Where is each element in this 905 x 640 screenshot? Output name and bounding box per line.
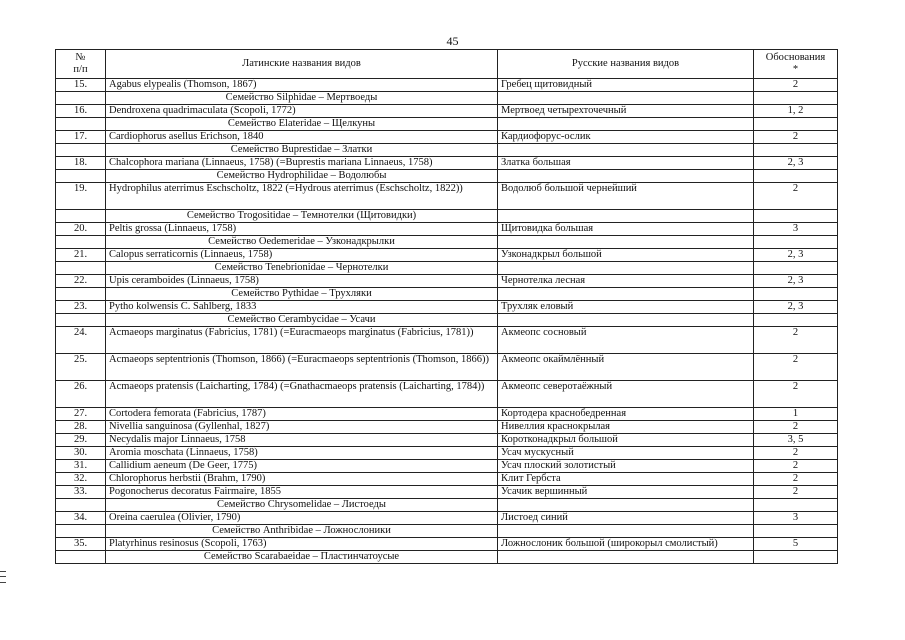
row-number: 17. <box>56 131 106 144</box>
family-basis-cell <box>754 314 838 327</box>
row-number: 20. <box>56 223 106 236</box>
family-row <box>56 288 838 301</box>
row-number: 31. <box>56 460 106 473</box>
table-row <box>56 79 838 92</box>
row-number: 22. <box>56 275 106 288</box>
russian-name: Усач плоский золотистый <box>498 460 754 473</box>
family-russian-cell <box>498 551 754 564</box>
header-latin-text: Латинские названия видов <box>242 58 361 70</box>
row-number: 18. <box>56 157 106 170</box>
row-number: 24. <box>56 327 106 354</box>
family-num-cell <box>56 236 106 249</box>
table-row <box>56 301 838 314</box>
family-russian-cell <box>498 288 754 301</box>
latin-name: Chalcophora mariana (Linnaeus, 1758) (=Buprestis mariana Linnaeus, 1758) <box>106 157 498 170</box>
table-row <box>56 434 838 447</box>
family-label: Семейство Buprestidae – Златки <box>106 144 498 157</box>
table-row <box>56 131 838 144</box>
family-basis-cell <box>754 499 838 512</box>
latin-name: Nivellia sanguinosa (Gyllenhal, 1827) <box>106 421 498 434</box>
basis-value: 2, 3 <box>754 301 838 314</box>
basis-value: 5 <box>754 538 838 551</box>
row-number: 16. <box>56 105 106 118</box>
russian-name: Акмеопс северотаёжный <box>498 381 754 408</box>
russian-name: Узконадкрыл большой <box>498 249 754 262</box>
header-number-text: № п/п <box>73 52 88 75</box>
family-num-cell <box>56 92 106 105</box>
family-basis-cell <box>754 288 838 301</box>
latin-name: Upis ceramboides (Linnaeus, 1758) <box>106 275 498 288</box>
basis-value: 2 <box>754 354 838 381</box>
family-row <box>56 525 838 538</box>
family-num-cell <box>56 118 106 131</box>
latin-name: Cortodera femorata (Fabricius, 1787) <box>106 408 498 421</box>
table-body <box>56 79 838 564</box>
table-row <box>56 408 838 421</box>
family-russian-cell <box>498 210 754 223</box>
latin-name: Dendroxena quadrimaculata (Scopoli, 1772) <box>106 105 498 118</box>
family-row <box>56 170 838 183</box>
table-row <box>56 183 838 210</box>
russian-name: Чернотелка лесная <box>498 275 754 288</box>
family-num-cell <box>56 170 106 183</box>
row-number: 29. <box>56 434 106 447</box>
russian-name: Нивеллия краснокрылая <box>498 421 754 434</box>
family-label: Семейство Hydrophilidae – Водолюбы <box>106 170 498 183</box>
latin-name: Agabus elypealis (Thomson, 1867) <box>106 79 498 92</box>
table-row <box>56 327 838 354</box>
row-number: 25. <box>56 354 106 381</box>
row-number: 35. <box>56 538 106 551</box>
latin-name: Hydrophilus aterrimus Eschscholtz, 1822 (=Hydrous aterrimus (Eschscholtz, 1822)) <box>106 183 498 210</box>
basis-value: 2 <box>754 183 838 210</box>
table-row <box>56 275 838 288</box>
family-basis-cell <box>754 170 838 183</box>
russian-name: Усач мускусный <box>498 447 754 460</box>
basis-value: 3, 5 <box>754 434 838 447</box>
latin-name: Chlorophorus herbstii (Brahm, 1790) <box>106 473 498 486</box>
species-table <box>55 49 838 564</box>
russian-name: Усачик вершинный <box>498 486 754 499</box>
family-num-cell <box>56 144 106 157</box>
family-label: Семейство Trogositidae – Темнотелки (Щитовидки) <box>106 210 498 223</box>
basis-value: 2 <box>754 131 838 144</box>
row-number: 23. <box>56 301 106 314</box>
basis-value: 2 <box>754 327 838 354</box>
row-number: 30. <box>56 447 106 460</box>
row-number: 19. <box>56 183 106 210</box>
family-basis-cell <box>754 236 838 249</box>
table-row <box>56 486 838 499</box>
latin-name: Pogonocherus decoratus Fairmaire, 1855 <box>106 486 498 499</box>
basis-value: 2 <box>754 381 838 408</box>
page-number: 45 <box>446 34 459 48</box>
row-number: 21. <box>56 249 106 262</box>
family-num-cell <box>56 262 106 275</box>
header-russian <box>498 50 754 79</box>
latin-name: Calopus serraticornis (Linnaeus, 1758) <box>106 249 498 262</box>
header-basis <box>754 50 838 79</box>
family-russian-cell <box>498 499 754 512</box>
latin-name: Necydalis major Linnaeus, 1758 <box>106 434 498 447</box>
row-number: 34. <box>56 512 106 525</box>
family-basis-cell <box>754 551 838 564</box>
latin-name: Pytho kolwensis C. Sahlberg, 1833 <box>106 301 498 314</box>
family-label: Семейство Scarabaeidae – Пластинчатоусые <box>106 551 498 564</box>
latin-name: Cardiophorus asellus Erichson, 1840 <box>106 131 498 144</box>
family-basis-cell <box>754 210 838 223</box>
russian-name: Ложнослоник большой (широкорыл смолистый) <box>498 538 754 551</box>
family-num-cell <box>56 551 106 564</box>
family-num-cell <box>56 210 106 223</box>
basis-value: 2 <box>754 421 838 434</box>
latin-name: Acmaeops septentrionis (Thomson, 1866) (=Euracmaeops septentrionis (Thomson, 1866)) <box>106 354 498 381</box>
family-russian-cell <box>498 262 754 275</box>
family-russian-cell <box>498 170 754 183</box>
russian-name: Кортодера краснобедренная <box>498 408 754 421</box>
basis-value: 3 <box>754 512 838 525</box>
edge-mark <box>0 571 6 583</box>
family-russian-cell <box>498 236 754 249</box>
row-number: 26. <box>56 381 106 408</box>
family-label: Семейство Chrysomelidae – Листоеды <box>106 499 498 512</box>
family-label: Семейство Elateridae – Щелкуны <box>106 118 498 131</box>
latin-name: Callidium aeneum (De Geer, 1775) <box>106 460 498 473</box>
basis-value: 2 <box>754 460 838 473</box>
family-label: Семейство Cerambycidae – Усачи <box>106 314 498 327</box>
family-label: Семейство Tenebrionidae – Чернотелки <box>106 262 498 275</box>
russian-name: Щитовидка большая <box>498 223 754 236</box>
family-basis-cell <box>754 92 838 105</box>
family-num-cell <box>56 288 106 301</box>
family-basis-cell <box>754 144 838 157</box>
latin-name: Peltis grossa (Linnaeus, 1758) <box>106 223 498 236</box>
family-row <box>56 314 838 327</box>
row-number: 27. <box>56 408 106 421</box>
basis-value: 2, 3 <box>754 275 838 288</box>
family-russian-cell <box>498 92 754 105</box>
row-number: 15. <box>56 79 106 92</box>
table-row <box>56 105 838 118</box>
family-label: Семейство Pythidae – Трухляки <box>106 288 498 301</box>
russian-name: Гребец щитовидный <box>498 79 754 92</box>
header-latin <box>106 50 498 79</box>
basis-value: 3 <box>754 223 838 236</box>
russian-name: Акмеопс окаймлённый <box>498 354 754 381</box>
family-russian-cell <box>498 144 754 157</box>
latin-name: Aromia moschata (Linnaeus, 1758) <box>106 447 498 460</box>
family-row <box>56 262 838 275</box>
family-row <box>56 92 838 105</box>
table-row <box>56 473 838 486</box>
basis-value: 2 <box>754 473 838 486</box>
family-num-cell <box>56 499 106 512</box>
row-number: 33. <box>56 486 106 499</box>
family-label: Семейство Oedemeridae – Узконадкрылки <box>106 236 498 249</box>
latin-name: Oreina caerulea (Olivier, 1790) <box>106 512 498 525</box>
table-row <box>56 354 838 381</box>
russian-name: Кардиофорус-ослик <box>498 131 754 144</box>
latin-name: Acmaeops marginatus (Fabricius, 1781) (=Euracmaeops marginatus (Fabricius, 1781)) <box>106 327 498 354</box>
family-row <box>56 210 838 223</box>
header-basis-text: Обоснования * <box>765 52 826 75</box>
family-num-cell <box>56 525 106 538</box>
family-row <box>56 118 838 131</box>
family-label: Семейство Anthribidae – Ложнослоники <box>106 525 498 538</box>
russian-name: Коротконадкрыл большой <box>498 434 754 447</box>
family-row <box>56 499 838 512</box>
basis-value: 2 <box>754 447 838 460</box>
family-russian-cell <box>498 525 754 538</box>
row-number: 28. <box>56 421 106 434</box>
table-row <box>56 249 838 262</box>
family-row <box>56 144 838 157</box>
table-row <box>56 381 838 408</box>
basis-value: 1, 2 <box>754 105 838 118</box>
family-num-cell <box>56 314 106 327</box>
basis-value: 1 <box>754 408 838 421</box>
russian-name: Акмеопс сосновый <box>498 327 754 354</box>
table-row <box>56 512 838 525</box>
table-row <box>56 157 838 170</box>
table-header-row <box>56 50 838 79</box>
table-row <box>56 447 838 460</box>
family-basis-cell <box>754 525 838 538</box>
family-basis-cell <box>754 118 838 131</box>
table-row <box>56 538 838 551</box>
family-row <box>56 236 838 249</box>
family-basis-cell <box>754 262 838 275</box>
family-label: Семейство Silphidae – Мертвоеды <box>106 92 498 105</box>
basis-value: 2 <box>754 79 838 92</box>
russian-name: Трухляк еловый <box>498 301 754 314</box>
russian-name: Златка большая <box>498 157 754 170</box>
header-number <box>56 50 106 79</box>
family-row <box>56 551 838 564</box>
russian-name: Клит Гербста <box>498 473 754 486</box>
russian-name: Водолюб большой чернейший <box>498 183 754 210</box>
russian-name: Листоед синий <box>498 512 754 525</box>
header-russian-text: Русские названия видов <box>571 58 680 70</box>
basis-value: 2, 3 <box>754 157 838 170</box>
table-row <box>56 421 838 434</box>
family-russian-cell <box>498 314 754 327</box>
basis-value: 2, 3 <box>754 249 838 262</box>
family-russian-cell <box>498 118 754 131</box>
latin-name: Acmaeops pratensis (Laicharting, 1784) (=Gnathacmaeops pratensis (Laicharting, 1784)) <box>106 381 498 408</box>
row-number: 32. <box>56 473 106 486</box>
table-row <box>56 223 838 236</box>
basis-value: 2 <box>754 486 838 499</box>
table-row <box>56 460 838 473</box>
latin-name: Platyrhinus resinosus (Scopoli, 1763) <box>106 538 498 551</box>
russian-name: Мертвоед четырехточечный <box>498 105 754 118</box>
